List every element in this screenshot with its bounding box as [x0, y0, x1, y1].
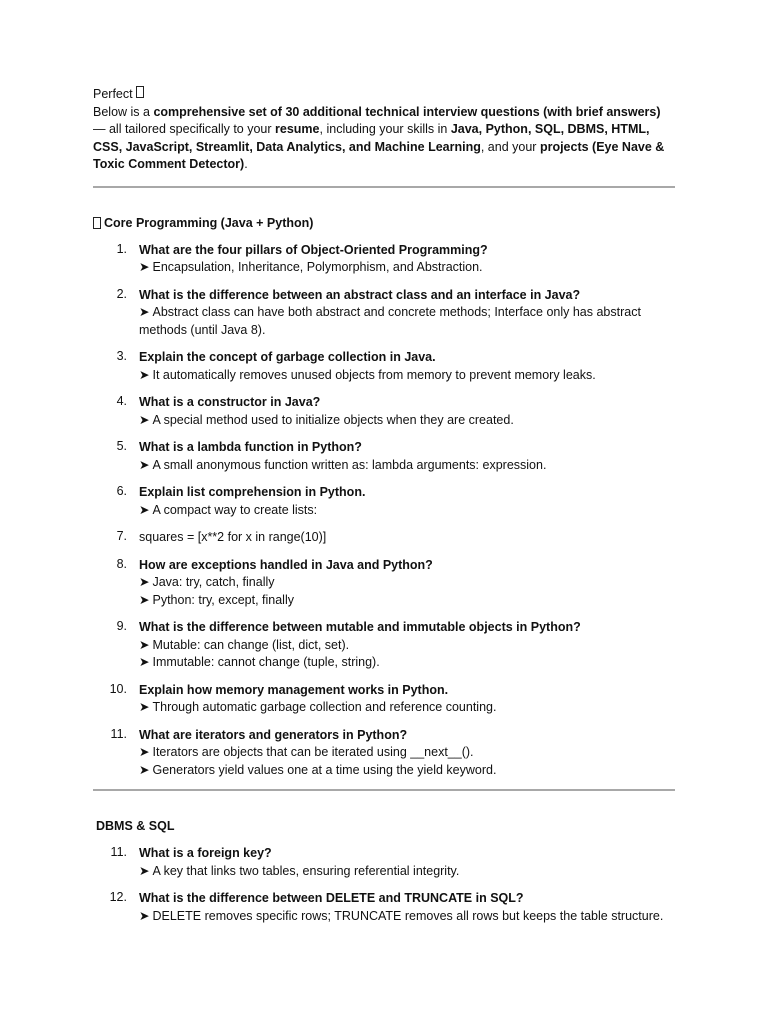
- answer-line: [139, 654, 675, 672]
- question-number: 11.: [110, 845, 127, 859]
- question-text: Explain the concept of garbage collection in Java.: [139, 350, 436, 364]
- question-text: What is the difference between mutable and immutable objects in Python?: [139, 620, 581, 634]
- arrow-bullet-icon: ➤: [139, 637, 150, 652]
- answer-text: Java: try, catch, finally: [152, 575, 275, 589]
- question-text: What is the difference between an abstract class and an interface in Java?: [139, 287, 581, 302]
- answer-text: A key that links two tables, ensuring referential integrity.: [152, 863, 460, 878]
- answer-line: [139, 744, 675, 762]
- intro-text-run: , and your: [480, 139, 540, 154]
- question-item: [93, 394, 675, 429]
- section-heading-dbms-sql: [93, 818, 675, 835]
- question-text: Explain how memory management works in Python.: [139, 682, 449, 697]
- intro-text-run: projects (Eye Nave & Toxic Comment Detector): [93, 139, 665, 171]
- answer-text: Encapsulation, Inheritance, Polymorphism, and Abstraction.: [152, 260, 483, 274]
- answer-line: [139, 574, 675, 592]
- question-number: 2.: [116, 286, 127, 301]
- question-list-dbms: [93, 845, 675, 925]
- intro-opener: [93, 86, 675, 104]
- section-heading-text: Core Programming (Java + Python): [104, 215, 314, 230]
- arrow-bullet-icon: ➤: [139, 592, 150, 607]
- answer-line: [139, 367, 675, 385]
- answer-line: [139, 699, 675, 717]
- question-item: [93, 484, 675, 519]
- code-line: squares = [x**2 for x in range(10)]: [139, 530, 327, 544]
- question-item: [93, 682, 675, 717]
- question-text: What are the four pillars of Object-Oriented Programming?: [139, 242, 488, 257]
- intro-block: [93, 86, 675, 174]
- question-number: 11.: [110, 726, 127, 741]
- arrow-bullet-icon: ➤: [139, 863, 150, 878]
- question-item: [93, 845, 675, 880]
- answer-line: [139, 457, 675, 475]
- answer-text: Mutable: can change (list, dict, set).: [152, 637, 350, 652]
- answer-text: DELETE removes specific rows; TRUNCATE removes all rows but keeps the table structure.: [152, 908, 664, 923]
- question-number: 5.: [116, 439, 127, 453]
- intro-text-run: Below is a: [93, 104, 154, 119]
- intro-text-run: resume: [275, 122, 320, 136]
- answer-text: A small anonymous function written as: lambda arguments: expression.: [152, 457, 547, 472]
- answer-text: A special method used to initialize objects when they are created.: [152, 412, 514, 427]
- arrow-bullet-icon: ➤: [139, 745, 150, 759]
- intro-text-run: — all tailored specifically to your: [93, 122, 276, 136]
- arrow-bullet-icon: ➤: [139, 412, 150, 427]
- question-number: 9.: [116, 619, 127, 633]
- arrow-bullet-icon: ➤: [139, 260, 150, 274]
- answer-text: Immutable: cannot change (tuple, string).: [152, 655, 380, 669]
- answer-line: [139, 863, 675, 881]
- answer-line: [139, 637, 675, 655]
- question-text: What are iterators and generators in Python?: [139, 727, 408, 742]
- question-item: [93, 557, 675, 610]
- question-text: What is the difference between DELETE and TRUNCATE in SQL?: [139, 891, 524, 905]
- intro-text-run: comprehensive set of 30 additional technical interview questions (with brief answers): [153, 104, 661, 119]
- question-list-core: [93, 242, 675, 780]
- arrow-bullet-icon: ➤: [139, 575, 150, 589]
- missing-glyph-icon: [93, 217, 101, 229]
- question-item: [93, 890, 675, 925]
- answer-text: It automatically removes unused objects from memory to prevent memory leaks.: [152, 367, 596, 382]
- question-item: [93, 349, 675, 384]
- missing-glyph-icon: [136, 86, 144, 98]
- question-text: What is a foreign key?: [139, 846, 272, 860]
- question-item: [93, 727, 675, 780]
- intro-text-run: Java, Python, SQL, DBMS, HTML, CSS, JavaScript, Streamlit, Data Analytics, and Machine Learning: [93, 122, 650, 154]
- arrow-bullet-icon: ➤: [139, 700, 150, 714]
- arrow-bullet-icon: ➤: [139, 502, 150, 517]
- intro-text-run: , including your skills in: [319, 122, 451, 136]
- document-page: [93, 86, 675, 935]
- arrow-bullet-icon: ➤: [139, 762, 150, 777]
- intro-paragraph: [93, 104, 675, 174]
- answer-line: [139, 908, 675, 926]
- answer-text: Python: try, except, finally: [152, 592, 294, 607]
- answer-text: Iterators are objects that can be iterated using __next__().: [152, 745, 474, 759]
- answer-text: A compact way to create lists:: [152, 502, 318, 517]
- question-item: [93, 287, 675, 340]
- answer-text: Abstract class can have both abstract and concrete methods; Interface only has abstract methods (until Java 8).: [139, 305, 641, 337]
- answer-line: [139, 412, 675, 430]
- answer-text: Through automatic garbage collection and reference counting.: [152, 700, 497, 714]
- question-text: What is a constructor in Java?: [139, 395, 321, 409]
- answer-line: [139, 259, 675, 277]
- question-number: 3.: [116, 349, 127, 363]
- arrow-bullet-icon: ➤: [139, 457, 150, 472]
- question-text: How are exceptions handled in Java and Python?: [139, 557, 433, 572]
- answer-line: [139, 762, 675, 780]
- question-item: [93, 439, 675, 474]
- question-item: [93, 619, 675, 672]
- question-number: 12.: [109, 890, 127, 904]
- question-number: 1.: [116, 241, 127, 256]
- arrow-bullet-icon: ➤: [139, 367, 150, 382]
- answer-text: Generators yield values one at a time using the yield keyword.: [152, 762, 497, 777]
- answer-line: [139, 592, 675, 610]
- answer-line: [139, 502, 675, 520]
- section-heading-core-programming: [93, 215, 675, 232]
- question-number: 6.: [116, 484, 127, 498]
- intro-text-run: .: [244, 157, 248, 171]
- question-number: 7.: [116, 529, 127, 543]
- question-number: 8.: [116, 556, 127, 571]
- question-item: [93, 242, 675, 277]
- question-text: What is a lambda function in Python?: [139, 440, 362, 454]
- arrow-bullet-icon: ➤: [139, 908, 150, 923]
- question-number: 10.: [109, 681, 127, 696]
- opener-text: Perfect: [93, 87, 133, 101]
- answer-line: [139, 304, 675, 339]
- arrow-bullet-icon: ➤: [139, 655, 150, 669]
- section-heading-text: DBMS & SQL: [96, 819, 175, 833]
- arrow-bullet-icon: ➤: [139, 305, 150, 319]
- question-item: [93, 529, 675, 547]
- question-number: 4.: [116, 394, 127, 408]
- question-text: Explain list comprehension in Python.: [139, 485, 366, 499]
